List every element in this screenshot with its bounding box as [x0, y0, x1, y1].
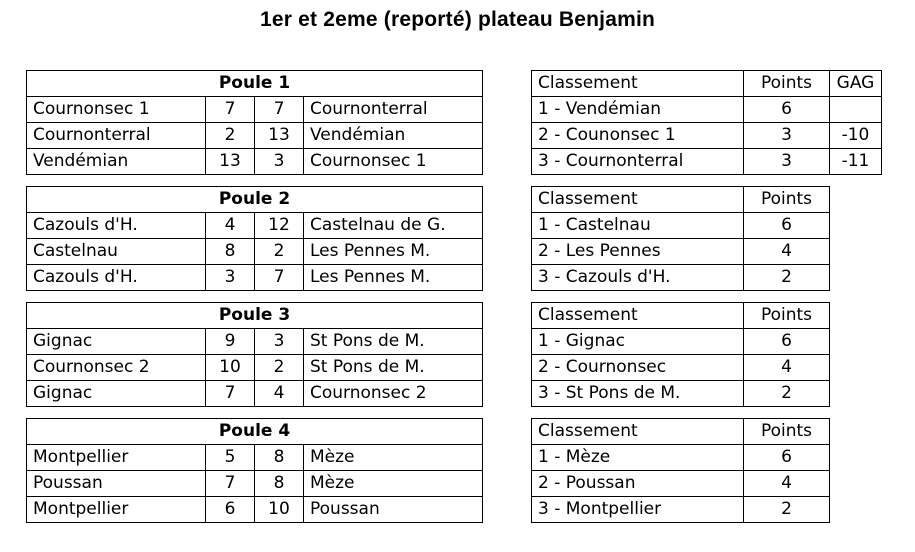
standings-row	[532, 213, 830, 239]
standings-points: 3	[744, 149, 830, 175]
standings-header-row	[532, 303, 830, 329]
standings-team: 3 - Cournonterral	[532, 149, 744, 175]
home-score: 13	[206, 149, 255, 175]
standings-row	[532, 149, 882, 175]
standings-label: Classement	[532, 187, 744, 213]
home-score: 5	[206, 445, 255, 471]
home-score: 10	[206, 355, 255, 381]
match-row	[27, 445, 483, 471]
pool-title: Poule 1	[27, 71, 483, 97]
standings-label: Classement	[532, 419, 744, 445]
standings-label: Classement	[532, 303, 744, 329]
away-team: Les Pennes M.	[304, 265, 483, 291]
away-team: St Pons de M.	[304, 329, 483, 355]
pool-header-row	[27, 71, 483, 97]
pool-4-matches-table	[26, 418, 483, 523]
home-score: 7	[206, 97, 255, 123]
points-header: Points	[744, 303, 830, 329]
away-team: Mèze	[304, 471, 483, 497]
pool-1-standings-table	[531, 70, 882, 175]
pool-title: Poule 3	[27, 303, 483, 329]
away-score: 7	[255, 265, 304, 291]
away-score: 2	[255, 355, 304, 381]
standings-team: 1 - Castelnau	[532, 213, 744, 239]
pool-4-standings-table	[531, 418, 830, 523]
pool-1-matches-table	[26, 70, 483, 175]
pool-3-matches-table	[26, 302, 483, 407]
match-row	[27, 355, 483, 381]
standings-team: 1 - Mèze	[532, 445, 744, 471]
pool-title: Poule 2	[27, 187, 483, 213]
away-score: 13	[255, 123, 304, 149]
standings-row	[532, 329, 830, 355]
standings-row	[532, 381, 830, 407]
standings-team: 2 - Cournonsec	[532, 355, 744, 381]
standings-gag: -11	[830, 149, 882, 175]
match-row	[27, 123, 483, 149]
away-score: 7	[255, 97, 304, 123]
away-score: 2	[255, 239, 304, 265]
standings-team: 2 - Counonsec 1	[532, 123, 744, 149]
home-team: Gignac	[27, 329, 206, 355]
points-header: Points	[744, 187, 830, 213]
home-score: 2	[206, 123, 255, 149]
away-team: Castelnau de G.	[304, 213, 483, 239]
standings-header-row	[532, 71, 882, 97]
standings-points: 6	[744, 97, 830, 123]
standings-points: 6	[744, 329, 830, 355]
match-row	[27, 149, 483, 175]
away-team: Vendémian	[304, 123, 483, 149]
away-team: St Pons de M.	[304, 355, 483, 381]
match-row	[27, 265, 483, 291]
standings-points: 6	[744, 445, 830, 471]
standings-label: Classement	[532, 71, 744, 97]
pool-header-row	[27, 187, 483, 213]
away-team: Cournonsec 2	[304, 381, 483, 407]
standings-row	[532, 445, 830, 471]
standings-team: 1 - Gignac	[532, 329, 744, 355]
standings-gag: -10	[830, 123, 882, 149]
standings-points: 2	[744, 497, 830, 523]
standings-gag	[830, 97, 882, 123]
home-team: Castelnau	[27, 239, 206, 265]
match-row	[27, 471, 483, 497]
away-team: Poussan	[304, 497, 483, 523]
standings-row	[532, 97, 882, 123]
standings-points: 2	[744, 381, 830, 407]
standings-points: 2	[744, 265, 830, 291]
away-score: 3	[255, 149, 304, 175]
match-row	[27, 497, 483, 523]
standings-points: 6	[744, 213, 830, 239]
standings-row	[532, 355, 830, 381]
home-score: 7	[206, 471, 255, 497]
standings-row	[532, 265, 830, 291]
away-score: 4	[255, 381, 304, 407]
home-score: 6	[206, 497, 255, 523]
home-team: Gignac	[27, 381, 206, 407]
pool-2-matches-table	[26, 186, 483, 291]
standings-team: 1 - Vendémian	[532, 97, 744, 123]
pool-header-row	[27, 419, 483, 445]
away-team: Mèze	[304, 445, 483, 471]
home-score: 7	[206, 381, 255, 407]
standings-team: 3 - Montpellier	[532, 497, 744, 523]
standings-points: 4	[744, 355, 830, 381]
standings-team: 2 - Poussan	[532, 471, 744, 497]
pool-title: Poule 4	[27, 419, 483, 445]
home-team: Vendémian	[27, 149, 206, 175]
home-score: 4	[206, 213, 255, 239]
standings-header-row	[532, 419, 830, 445]
gag-header: GAG	[830, 71, 882, 97]
standings-points: 3	[744, 123, 830, 149]
standings-row	[532, 239, 830, 265]
away-score: 3	[255, 329, 304, 355]
pool-3-standings-table	[531, 302, 830, 407]
match-row	[27, 381, 483, 407]
away-score: 10	[255, 497, 304, 523]
points-header: Points	[744, 71, 830, 97]
away-team: Les Pennes M.	[304, 239, 483, 265]
standings-header-row	[532, 187, 830, 213]
page-title: 1er et 2eme (reporté) plateau Benjamin	[259, 8, 656, 31]
home-team: Montpellier	[27, 497, 206, 523]
home-team: Cournonterral	[27, 123, 206, 149]
standings-team: 2 - Les Pennes	[532, 239, 744, 265]
match-row	[27, 213, 483, 239]
home-team: Cazouls d'H.	[27, 213, 206, 239]
standings-team: 3 - Cazouls d'H.	[532, 265, 744, 291]
home-score: 3	[206, 265, 255, 291]
away-score: 8	[255, 445, 304, 471]
away-score: 8	[255, 471, 304, 497]
home-score: 8	[206, 239, 255, 265]
home-team: Montpellier	[27, 445, 206, 471]
standings-team: 3 - St Pons de M.	[532, 381, 744, 407]
home-team: Cournonsec 2	[27, 355, 206, 381]
standings-row	[532, 471, 830, 497]
match-row	[27, 329, 483, 355]
pool-header-row	[27, 303, 483, 329]
home-team: Cournonsec 1	[27, 97, 206, 123]
home-team: Cazouls d'H.	[27, 265, 206, 291]
match-row	[27, 97, 483, 123]
standings-points: 4	[744, 239, 830, 265]
pool-2-standings-table	[531, 186, 830, 291]
points-header: Points	[744, 419, 830, 445]
standings-points: 4	[744, 471, 830, 497]
away-team: Cournonterral	[304, 97, 483, 123]
away-team: Cournonsec 1	[304, 149, 483, 175]
standings-row	[532, 123, 882, 149]
home-team: Poussan	[27, 471, 206, 497]
match-row	[27, 239, 483, 265]
standings-row	[532, 497, 830, 523]
away-score: 12	[255, 213, 304, 239]
home-score: 9	[206, 329, 255, 355]
